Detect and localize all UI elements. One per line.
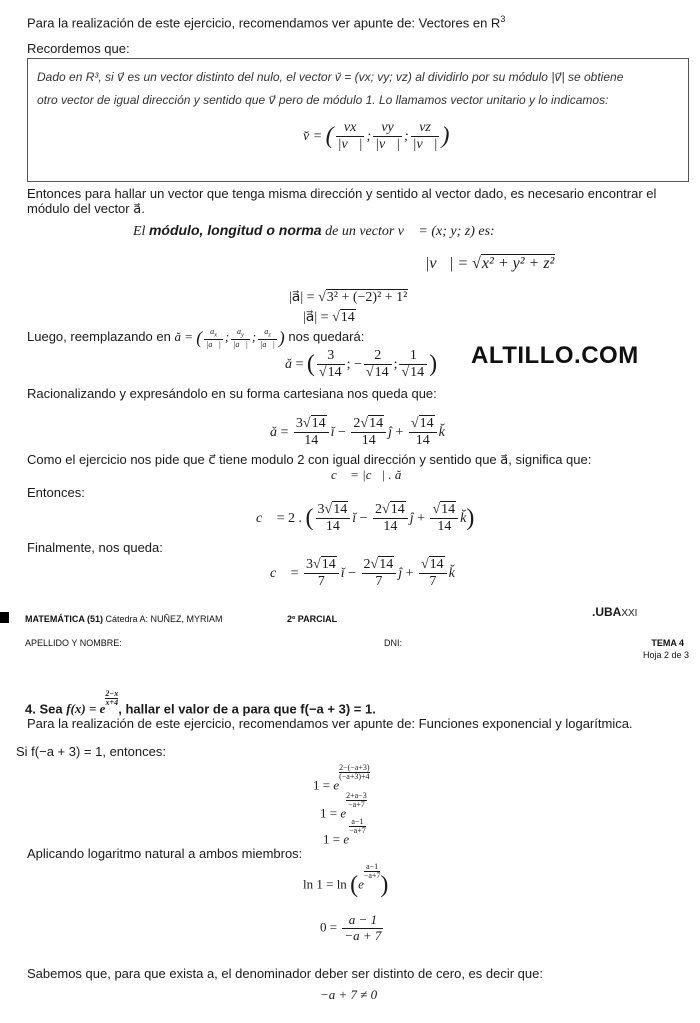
a-cartesian: ă = $\frac{3√14}{14}$ ĭ − $\frac{2√14}{14}$ ĵ + $\frac{√14}{14}$ k̆ — [270, 416, 445, 449]
c-relation: c⃗ = |c⃗| . ă — [331, 467, 402, 482]
c-expression: c⃗ = 2 . ( $\frac{3√14}{14}$ ĭ − $\frac{2√14}{14}$ ĵ + $\frac{√14}{14}$ k̆) — [256, 502, 475, 535]
modulo-definition: El módulo, longitud o norma de un vector v⃗ = (x; y; z) es: — [133, 222, 495, 239]
tema-label: TEMA 4 — [651, 638, 684, 648]
parcial-header: 2º PARCIAL — [287, 614, 338, 624]
a-norm-step-2: |a⃗| = √14 — [303, 310, 355, 325]
hoja-label: Hoja 2 de 3 — [642, 650, 689, 660]
entonces-text: Entonces: — [27, 485, 85, 500]
page-marker — [0, 612, 9, 623]
finalmente-text: Finalmente, nos queda: — [27, 540, 163, 555]
zero-equation: 0 = $\frac{a - 1}{-a + 7}$ — [320, 912, 382, 943]
si-text: Si f(−a + 3) = 1, entonces: — [16, 744, 166, 759]
sabemos-text: Sabemos que, para que exista a, el denominador deber ser distinto de cero, es decir que: — [27, 966, 543, 981]
recordemos-text: Recordemos que: — [27, 41, 130, 56]
entonces-line-2: módulo del vector a⃗. — [27, 201, 145, 216]
aplicando-text: Aplicando logaritmo natural a ambos miembros: — [27, 846, 303, 861]
apellido-label: APELLIDO Y NOMBRE: — [25, 638, 122, 648]
watermark-logo: ALTILLO.COM — [471, 342, 639, 369]
unit-vector-formula: v̆ = ( $\frac{vx}{|v⃗|}$ ; $\frac{vy}{|v⃗|}$ ; $\frac{vz}{|v⃗|}$ ) — [303, 120, 450, 153]
eq-step-2: 1 = e $\frac{2+a-3}{-a+7}$ — [320, 791, 367, 821]
box-line-2: otro vector de igual dirección y sentido que v⃗ pero de módulo 1. Lo llamamos vector unitario y lo indicamos: — [37, 93, 609, 107]
racionalizando-text: Racionalizando y expresándolo en su forma cartesiana nos queda que: — [27, 386, 437, 401]
a-norm-step-1: |a⃗| = √3² + (−2)² + 1² — [289, 290, 408, 305]
ln-equation: ln 1 = ln (e $\frac{a-1}{-a+7}$ ) — [303, 862, 389, 898]
norm-formula: |v⃗| = √x² + y² + z² — [425, 255, 555, 272]
eq-step-1: 1 = e $\frac{2-(-a+3)}{(-a+3)+4}$ — [313, 763, 370, 793]
entonces-line-1: Entonces para hallar un vector que tenga misma dirección y sentido al vector dado, es necesario encontrar el — [27, 186, 657, 201]
course-header: MATEMÁTICA (51) Cátedra A: NUÑEZ, MYRIAM — [25, 614, 223, 624]
c-final: c⃗ = $\frac{3√14}{7}$ ĭ − $\frac{2√14}{7}$ ĵ + $\frac{√14}{7}$ k̆ — [270, 557, 455, 590]
uba-xxi-logo: .UBAXXI — [592, 605, 638, 619]
eq-step-3: 1 = e $\frac{a-1}{-a+7}$ — [323, 817, 366, 847]
exercise-4-title: 4. Sea f(x) = e $\frac{2-x}{x+4}$ , hallar el valor de a para que f(−a + 3) = 1. — [25, 689, 376, 717]
a-unit-vector: ă = ( $\frac{3}{√14}$ ; − $\frac{2}{√14}$ ; $\frac{1}{√14}$ ) — [285, 348, 438, 381]
dni-label: DNI: — [384, 638, 402, 648]
como-text: Como el ejercicio nos pide que c⃗ tiene modulo 2 con igual dirección y sentido que a⃗, significa que: — [27, 452, 592, 467]
final-inequality: −a + 7 ≠ 0 — [320, 987, 378, 1002]
intro-text: Para la realización de este ejercicio, recomendamos ver apunte de: Vectores en $R^3$ — [27, 14, 506, 31]
luego-text: Luego, reemplazando en ă = ( $\frac{a_x}{|a⃗|}$ ; $\frac{a_y}{|a⃗|}$ ; $\frac{a_z}{|a⃗|}$ ) nos quedará: — [27, 327, 365, 350]
exercise-4-intro: Para la realización de este ejercicio, recomendamos ver apunte de: Funciones exponencial y logarítmica. — [27, 716, 633, 731]
box-line-1: Dado en R³, si v⃗ es un vector distinto del nulo, el vector v̆ = (vx; vy; vz) al dividirlo por su módulo |v⃗| se obtiene — [37, 70, 624, 84]
